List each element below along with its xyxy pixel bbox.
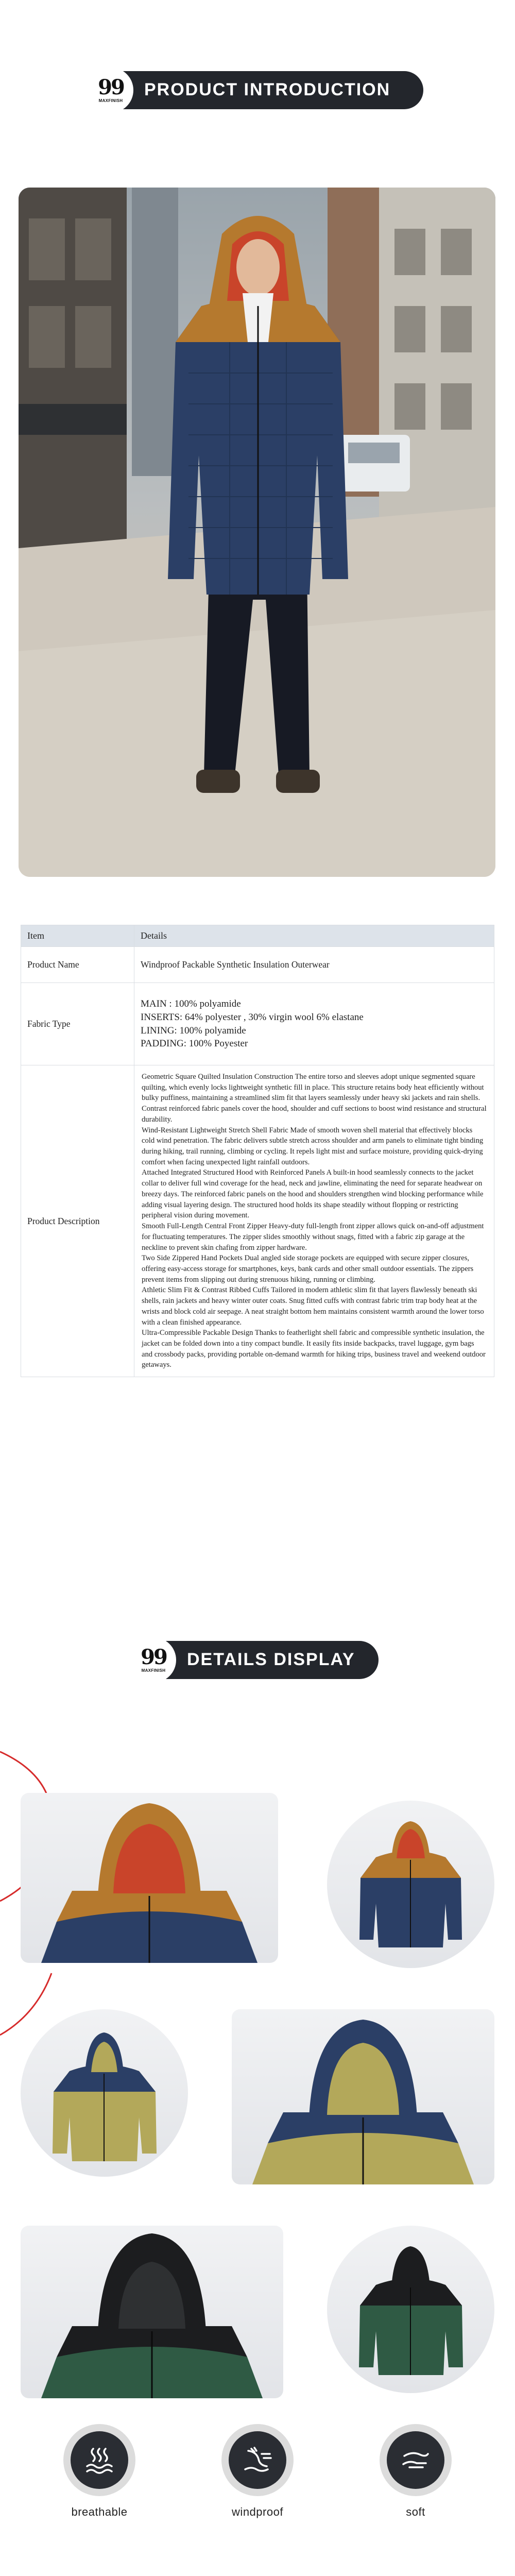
table-header-row bbox=[21, 925, 494, 947]
row-value: Geometric Square Quilted Insulation Construction The entire torso and sleeves adopt unique segmented square quilting, which evenly locks lightweight synthetic fill in place. This structure retains body heat efficiently without bulky puffiness, maintaining a streamlined slim fit that layers seamlessly under heavy ski jackets and rain shells. Contrast reinforced fabric panels cover the hood, shoulder and cuff sections to boost wind resistance and structural durability. Wind-Resistant Lightweight Stretch Shell Fabric Made of smooth woven shell material that effectively blocks cold wind penetration. The fabric delivers subtle stretch across shoulder and arm panels to eliminate tight binding during hiking, trail running, climbing or cycling. It repels light mist and surface moisture, providing quick-drying comfort when facing unexpected light rainfall outdoors. Attached Integrated Structured Hood with Reinforced Panels A built-in hood seamlessly connects to the jacket collar to deliver full wind coverage for the head, neck and jawline, eliminating the need for separate headwear on breezy days. The reinforced fabric panels on the hood and shoulders strengthen wind blocking performance while adding visual layering design. The structured hood holds its shape steadily without flopping or restricting peripheral vision during movement. Smooth Full-Length Central Front Zipper Heavy-duty full-length front zipper allows quick on-and-off adjustment for fluctuating temperatures. The zipper slides smoothly without snags, fitted with a fabric zip garage at the neckline to prevent skin chafing from zipper hardware. Two Side Zippered Hand Pockets Dual angled side storage pockets are equipped with secure zipper closures, offering easy-access storage for smartphones, keys, bank cards and other small outdoor essentials. The zippers prevent items from slipping out during strenuous hiking, running or climbing. Athletic Slim Fit & Contrast Ribbed Cuffs Tailored in modern athletic slim fit that layers flawlessly beneath ski shells, rain jackets and heavy winter outer coats. Snug fitted cuffs with contrast fabric trim trap body heat at the wrists and block cold air seepage. A neat straight bottom hem maintains consistent warmth around the lower torso with a clean finished appearance. Ultra-Compressible Packable Design Thanks to featherlight shell fabric and compressible synthetic insulation, the jacket can be folded down into a tiny compact bundle. It easily fits inside backpacks, travel luggage, gym bags and crossbody packs, providing portable on-demand warmth for hiking trips, business travel and weekend outdoor getaways. bbox=[134, 1065, 494, 1377]
jacket-navy-illustration bbox=[327, 1801, 494, 1968]
jacket-hood-green-illustration bbox=[21, 2226, 283, 2398]
detail-photo-jacket-green-front bbox=[327, 2226, 494, 2393]
logo-wordmark: MAXFINISH bbox=[141, 1668, 166, 1673]
feature-windproof bbox=[206, 2424, 309, 2519]
header-item: Item bbox=[21, 925, 134, 947]
row-key: Product Name bbox=[21, 947, 134, 983]
feature-breathable bbox=[48, 2424, 151, 2519]
logo-number: 99 bbox=[141, 1645, 166, 1669]
feature-label: breathable bbox=[71, 2505, 128, 2518]
table-row bbox=[21, 983, 494, 1065]
section-title: DETAILS DISPLAY bbox=[187, 1650, 355, 1669]
jacket-hood-illustration bbox=[21, 1793, 278, 1963]
header-details: Details bbox=[134, 925, 494, 947]
table-row bbox=[21, 1065, 494, 1377]
feature-soft bbox=[364, 2424, 467, 2519]
detail-photo-hood-tan bbox=[21, 1793, 278, 1963]
hero-illustration bbox=[19, 188, 495, 877]
detail-photo-hood-olive bbox=[232, 2009, 494, 2184]
jacket-olive-illustration bbox=[21, 2009, 188, 2177]
decorative-arc bbox=[0, 1968, 57, 2040]
row-key: Product Description bbox=[21, 1065, 134, 1377]
table-row bbox=[21, 947, 494, 983]
detail-photo-hood-green bbox=[21, 2226, 283, 2398]
brand-logo bbox=[90, 69, 132, 111]
section-banner-details-display bbox=[136, 1641, 379, 1679]
row-key: Fabric Type bbox=[21, 983, 134, 1065]
wind-waves-icon bbox=[63, 2424, 135, 2496]
hand-feather-icon bbox=[380, 2424, 452, 2496]
detail-photo-jacket-olive-front bbox=[21, 2009, 188, 2177]
logo-number: 99 bbox=[98, 75, 124, 99]
jacket-hood-olive-illustration bbox=[232, 2009, 494, 2184]
hero-model-photo bbox=[19, 188, 495, 877]
row-value: MAIN : 100% polyamide INSERTS: 64% polyester , 30% virgin wool 6% elastane LINING: 100% polyamide PADDING: 100% Poyester bbox=[134, 983, 494, 1065]
logo-wordmark: MAXFINISH bbox=[98, 98, 123, 103]
spec-table bbox=[21, 925, 494, 1377]
jacket-green-illustration bbox=[327, 2226, 494, 2393]
section-title: PRODUCT INTRODUCTION bbox=[144, 80, 391, 99]
detail-photo-jacket-navy-front bbox=[327, 1801, 494, 1968]
brand-logo bbox=[132, 1639, 175, 1681]
row-value: Windproof Packable Synthetic Insulation Outerwear bbox=[134, 947, 494, 983]
feature-label: soft bbox=[406, 2505, 425, 2518]
feature-label: windproof bbox=[232, 2505, 283, 2518]
section-banner-product-introduction bbox=[94, 71, 423, 109]
wind-gust-icon bbox=[221, 2424, 294, 2496]
